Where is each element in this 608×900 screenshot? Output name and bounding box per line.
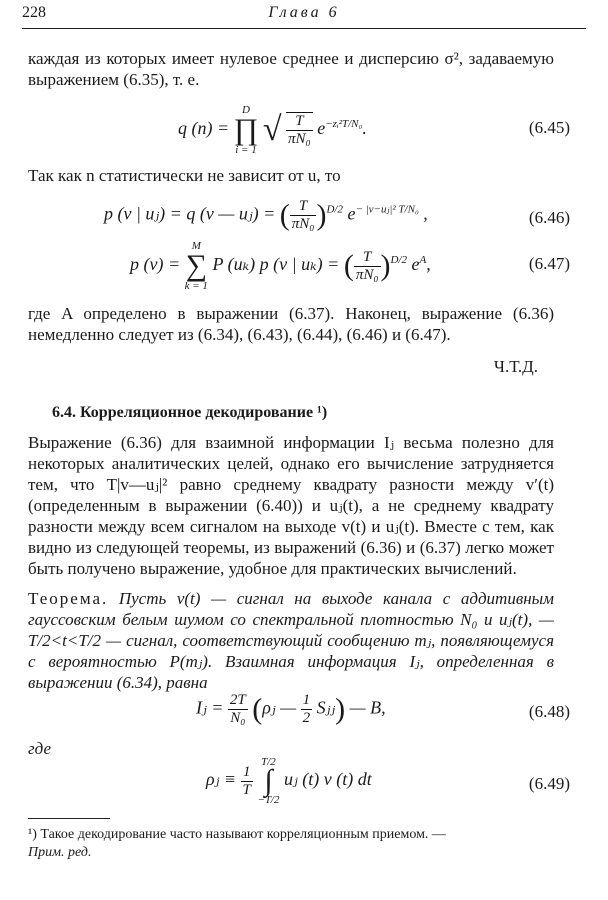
paragraph-2: Так как n статистически не зависит от u, то [28,166,341,185]
eq647-number: (6.47) [528,254,570,273]
eq645-exponent: −zᵢ²T/N₀ [325,118,363,131]
theorem [28,588,554,693]
equation-6-46: p (v | uⱼ) = q (v — uⱼ) = ( $\frac{T}{\text{πN₀}}$ )$^{D/2}$ $e^{- |v-uⱼ|^2 T/N_0}$ , (6.46) [104,198,570,232]
eq646-exponent: − |v−uⱼ|² T/N₀ [355,203,419,216]
eq645-fraction: $\frac{T}{\text{πN₀}}$ [288,113,311,147]
paragraph-1: каждая из которых имеет нулевое среднее и дисперсию σ², задаваемую выражением (6.35), т. е. [28,49,554,89]
page-number: 228 [22,4,46,21]
chapter-title: Глава 6 [268,4,340,21]
footnote-rule [28,818,110,819]
paragraph-4: Выражение (6.36) для взаимной информации Iⱼ весьма полезно для некоторых аналитических целей, однако его вычисление затрудняется тем, что T|v—uⱼ|² равно среднему квадрату разности между v′(t) (определенным в выражении (6.40)) и uⱼ(t), а не среднему квадрату разности между всем сигналом на выходе v(t) и uⱼ(t). Вместе с тем, как видно из следующей теоремы, из выражений (6.36) и (6.37) легко может быть получено выражение, удобное для практических вычислений. [28,433,554,578]
running-header [22,4,586,26]
footnote: ¹) Такое декодирование часто называют корреляционным приемом. — Прим. ред. [28,827,446,860]
eq649-number: (6.49) [528,774,570,793]
equation-6-48: Iⱼ = $\frac{2T}{\text{N₀}}$ (ρⱼ — $\frac{1}{2}$ Sⱼⱼ) — B, (6.48) [196,692,570,726]
qed-mark: Ч.Т.Д. [493,357,538,376]
theorem-body: Пусть v(t) — сигнал на выходе канала с аддитивным гауссовским белым шумом со спектральной плотностью N₀ и uⱼ(t), — T/2<t<T/2 — сигнал, соответствующий сообщению mⱼ, появляющемуся с вероятностью P(mⱼ). Взаимная информация Iⱼ, определенная в выражении (6.34), равна [28,589,555,692]
equation-6-49: ρⱼ ≡ $\frac{1}{T}$ T/2 ∫ −T/2 uⱼ (t) v (t) dt (6.49) [206,756,570,806]
theorem-label: Теорема. [28,589,109,608]
eq648-fraction: $\frac{2T}{\text{N₀}}$ [229,692,246,726]
where-label: где [28,739,51,758]
eq649-integral: T/2 ∫ −T/2 [257,756,280,806]
eq647-lhs: p (v) = [130,254,181,275]
eq645-number: (6.45) [528,118,570,137]
header-rule [22,28,586,29]
sqrt-symbol: √ [262,111,282,148]
eq645-lhs: q (n) = [178,118,230,139]
eq649-fraction: $\frac{1}{T}$ [242,763,251,798]
eq646-number: (6.46) [528,208,570,227]
section-heading: 6.4. Корреляционное декодирование ¹) [52,404,328,421]
footnote-credit: Прим. ред. [28,845,92,860]
eq647-fraction: $\frac{T}{\text{πN₀}}$ [355,248,379,283]
eq645-product: D ∏ i = 1 [233,104,259,156]
eq647-sum: M ∑ k = 1 [184,240,208,292]
equation-6-47: p (v) = M ∑ k = 1 P (uₖ) p (v | uₖ) = ( $\frac{T}{\text{πN₀}}$ )$^{D/2}$ $e^A$, (6.47) [130,240,570,292]
equation-6-45: q (n) = D ∏ i = 1 √ $\frac{T}{\text{πN₀}}$ $e^{-zᵢ^2T/N_0}$. (6.45) [178,104,570,156]
paragraph-3: где A определено в выражении (6.37). Наконец, выражение (6.36) немедленно следует из (6.34), (6.43), (6.44), (6.46) и (6.47). [28,304,554,344]
eq646-lhs: p (v | uⱼ) = q (v — uⱼ) = [104,203,276,224]
eq648-number: (6.48) [528,702,570,721]
eq646-fraction: $\frac{T}{\text{πN₀}}$ [291,198,315,232]
